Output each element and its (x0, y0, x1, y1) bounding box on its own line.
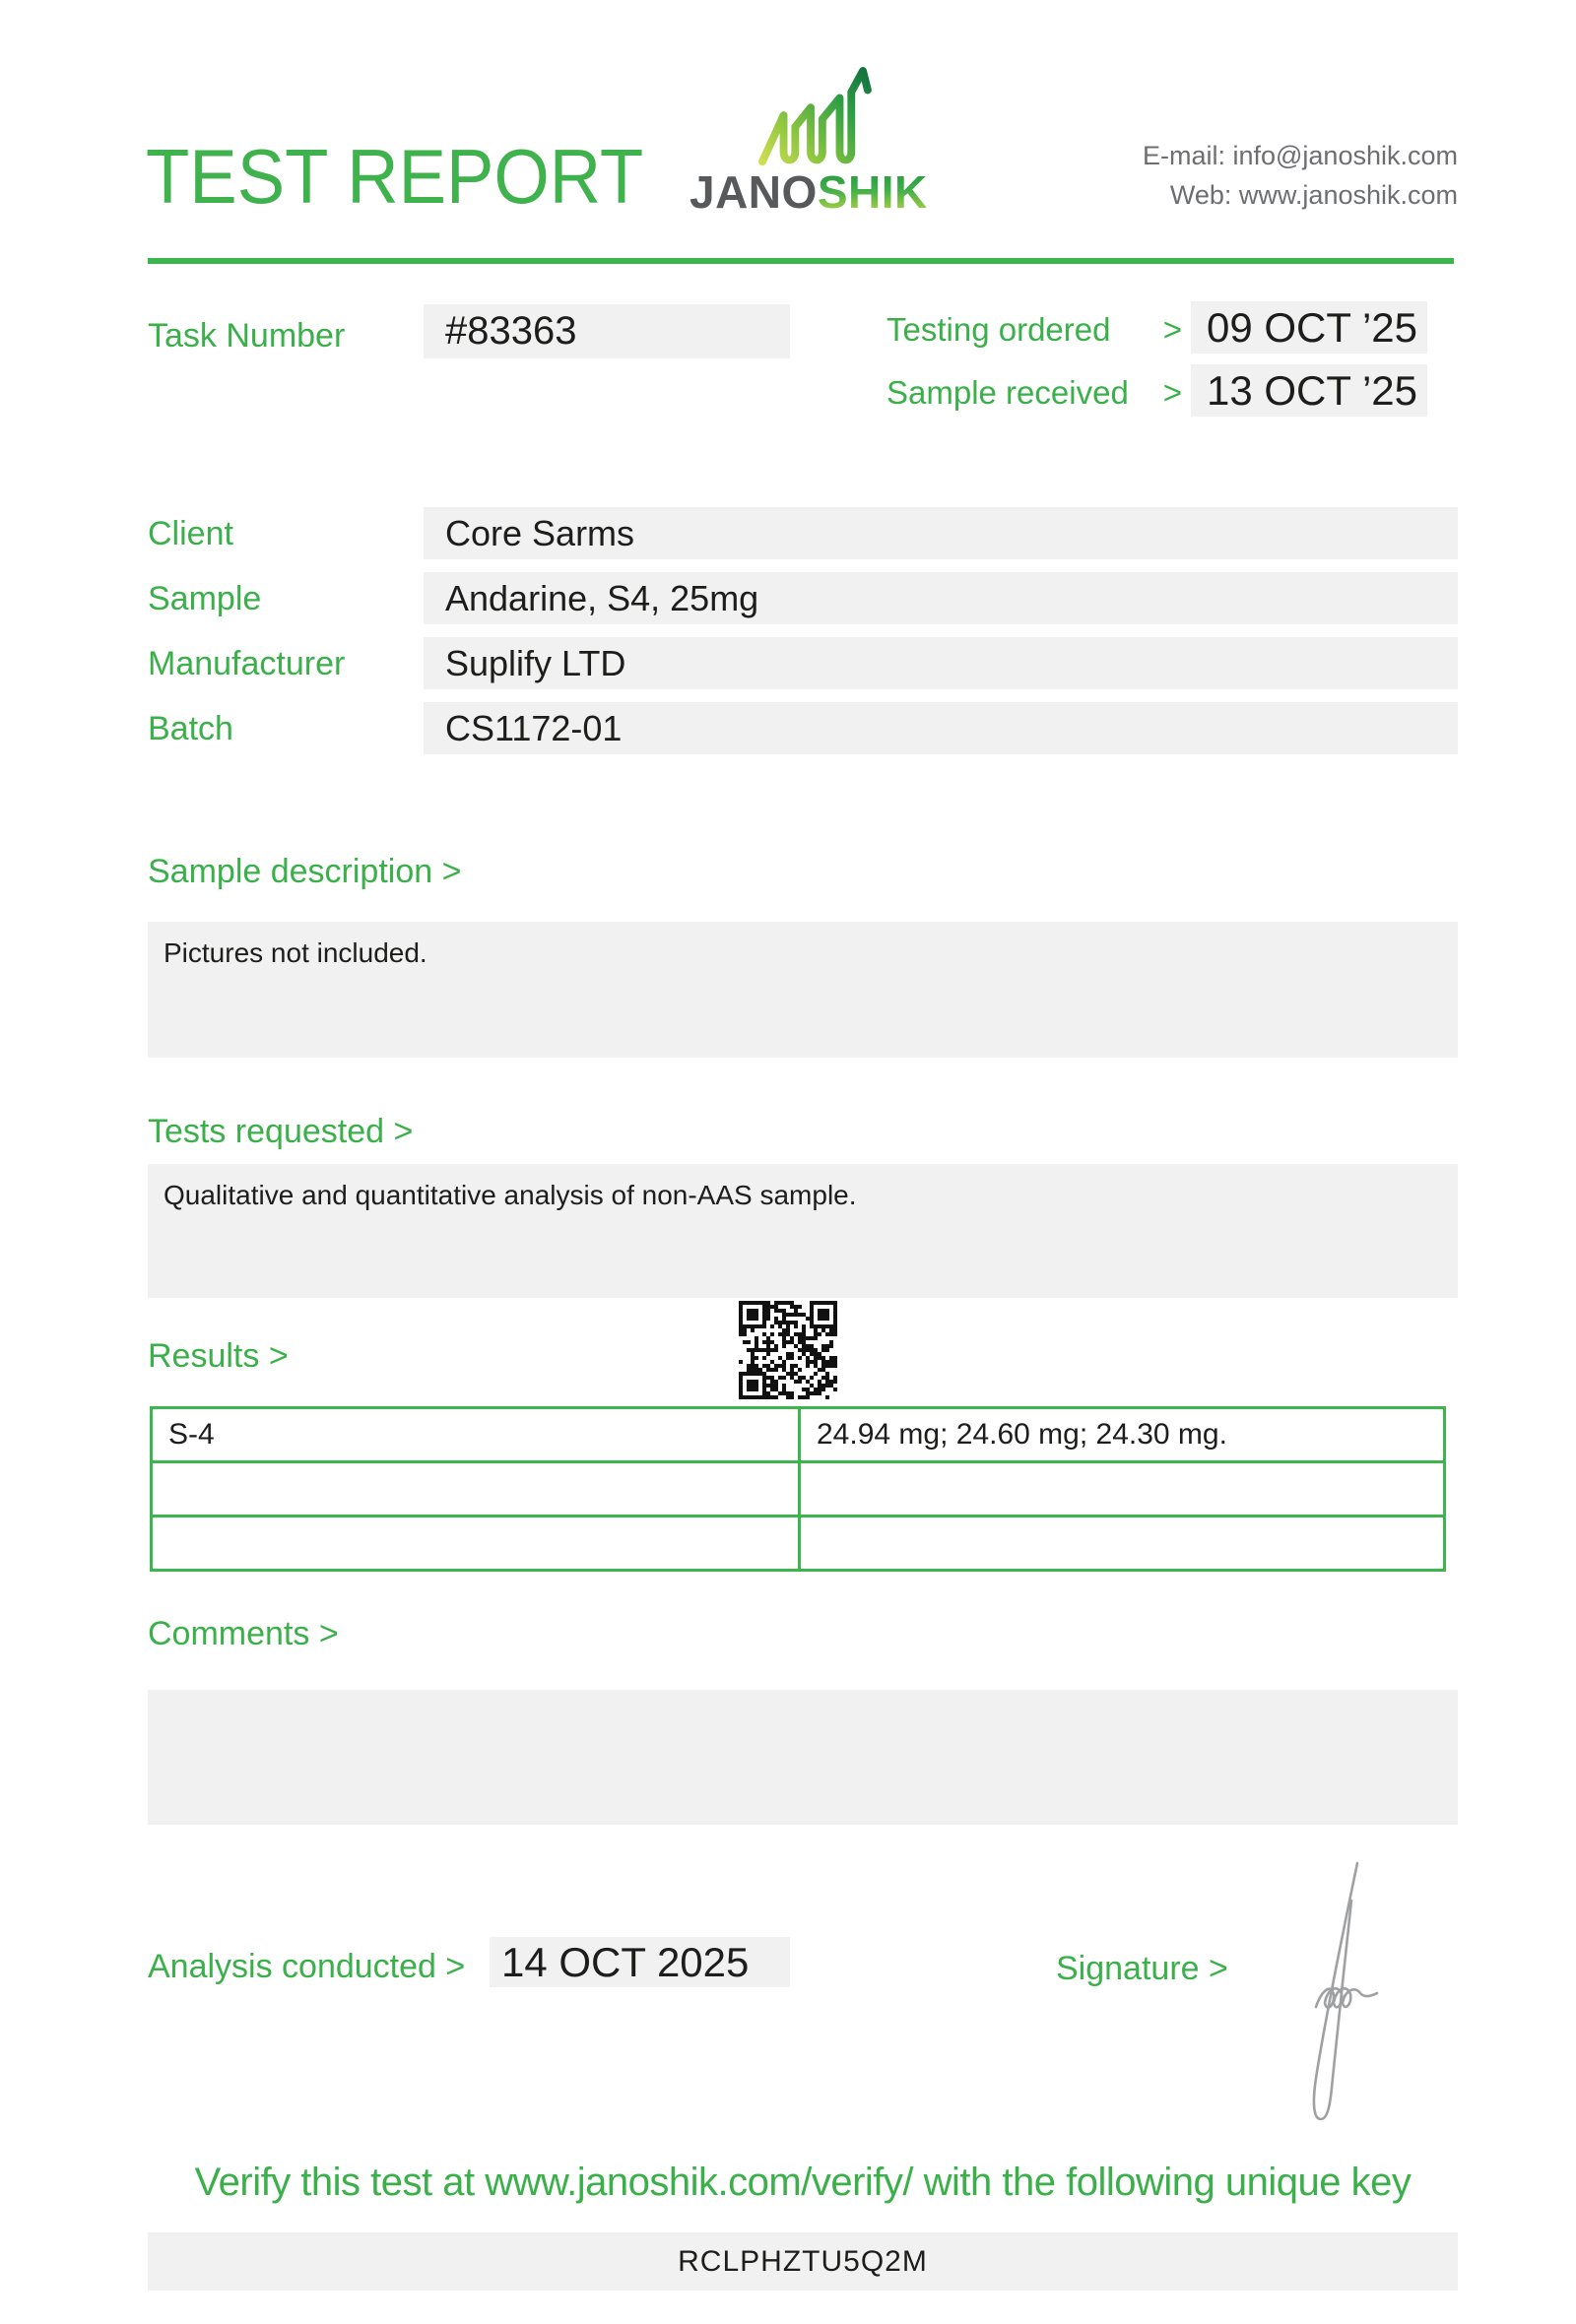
sample-value: Andarine, S4, 25mg (445, 578, 759, 618)
contact-web: Web: www.janoshik.com (1169, 180, 1458, 210)
result-value-cell (800, 1517, 1445, 1571)
table-row (152, 1517, 1445, 1571)
manufacturer-label: Manufacturer (148, 645, 346, 682)
verify-key-box (148, 2232, 1458, 2291)
tests-requested-box (148, 1164, 1458, 1298)
sample-box (424, 572, 1458, 624)
sample-received-value: 13 OCT ’25 (1207, 367, 1417, 414)
sample-received-label: Sample received (886, 374, 1129, 411)
logo-jano: JANO (690, 166, 818, 218)
result-value-cell (800, 1462, 1445, 1517)
chevron-right-icon: > (1162, 374, 1182, 411)
sample-received-box (1191, 364, 1427, 417)
table-row (152, 1408, 1445, 1462)
verify-instruction: Verify this test at www.janoshik.com/verify/ with the following unique key (194, 2161, 1412, 2204)
analysis-conducted-label: Analysis conducted > (148, 1948, 466, 1985)
janoshik-logo (690, 165, 926, 219)
client-label: Client (148, 515, 233, 552)
contact-email: E-mail: info@janoshik.com (1142, 141, 1458, 170)
testing-ordered-box (1191, 301, 1427, 354)
sample-description-label: Sample description > (148, 853, 462, 890)
comments-label: Comments > (148, 1615, 339, 1652)
result-name-cell (152, 1517, 800, 1571)
batch-value: CS1172-01 (445, 708, 623, 748)
batch-label: Batch (148, 710, 233, 747)
analysis-conducted-value: 14 OCT 2025 (501, 1939, 750, 1985)
tests-requested-label: Tests requested > (148, 1113, 414, 1150)
manufacturer-value: Suplify LTD (445, 643, 626, 683)
page-title: TEST REPORT (146, 133, 644, 220)
sample-received-row (886, 374, 1182, 412)
task-number-value: #83363 (445, 309, 577, 353)
task-number-label: Task Number (148, 317, 346, 355)
janoshik-growth-chart-icon (754, 65, 872, 171)
qr-code-icon (739, 1301, 837, 1399)
results-table (150, 1406, 1446, 1572)
chevron-right-icon: > (1162, 311, 1182, 348)
sample-description-box (148, 922, 1458, 1058)
sample-description-content: Pictures not included. (164, 937, 427, 968)
sample-label: Sample (148, 580, 262, 617)
verify-key-value: RCLPHZTU5Q2M (678, 2245, 928, 2278)
task-number-box (424, 304, 790, 358)
handwritten-signature-icon (1273, 1857, 1391, 2138)
manufacturer-box (424, 637, 1458, 689)
logo-shik: SHIK (817, 166, 928, 218)
client-box (424, 507, 1458, 559)
result-value-cell: 24.94 mg; 24.60 mg; 24.30 mg. (800, 1408, 1445, 1462)
client-value: Core Sarms (445, 513, 635, 553)
signature-label: Signature > (1056, 1950, 1228, 1987)
result-name-cell (152, 1462, 800, 1517)
header-divider (148, 258, 1454, 264)
tests-requested-content: Qualitative and quantitative analysis of non-AAS sample. (164, 1180, 857, 1210)
comments-box (148, 1690, 1458, 1825)
table-row (152, 1462, 1445, 1517)
contact-block (1143, 136, 1458, 215)
testing-ordered-label: Testing ordered (886, 311, 1111, 348)
results-label: Results > (148, 1337, 289, 1375)
testing-ordered-value: 09 OCT ’25 (1207, 304, 1417, 351)
analysis-conducted-box (490, 1937, 790, 1987)
batch-box (424, 702, 1458, 754)
comments-content (148, 1690, 1458, 1706)
testing-ordered-row (886, 311, 1182, 349)
result-name-cell: S-4 (152, 1408, 800, 1462)
